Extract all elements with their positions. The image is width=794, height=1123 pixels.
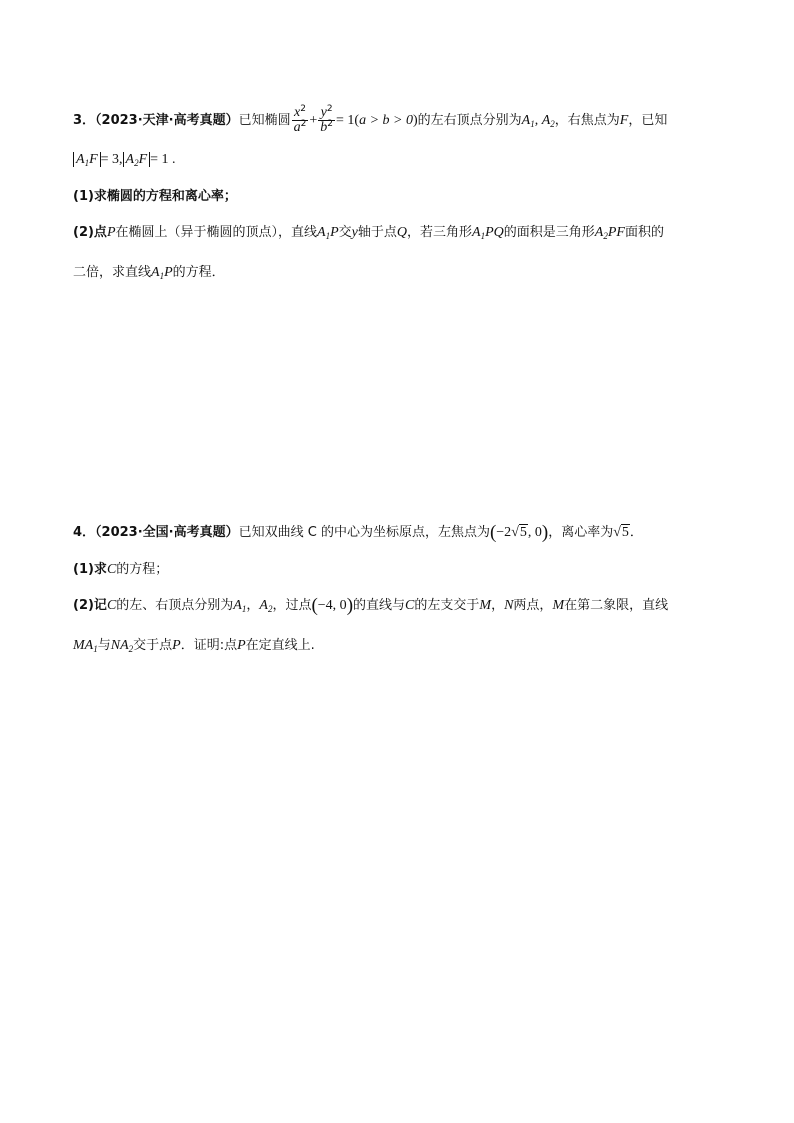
- q3-source: （2023·天津·高考真题）: [95, 113, 239, 128]
- q3-focus-text: ，右焦点为: [554, 113, 620, 128]
- q3-vertex-a1: $A_1$: [521, 113, 535, 129]
- q4-part2-line-2: $MA_1$与$NA_2$交于点P．证明:点P在定直线上.: [73, 638, 315, 654]
- q3-part2-line-2: 二倍，求直线$A_1P$的方程．: [73, 265, 225, 281]
- q3-focus: F: [619, 113, 629, 128]
- q3-eq-rhs: = 1(: [336, 113, 360, 128]
- q4-part1: (1)求C的方程；: [73, 562, 169, 577]
- q3-vertex-a2: $A_2$: [541, 113, 555, 129]
- q3-abs-a1f: $A_1F$: [73, 152, 101, 167]
- q3-number: 3．: [73, 113, 96, 128]
- q3-known: ，已知: [628, 113, 668, 128]
- q4-number: 4．: [73, 525, 96, 540]
- q3-line-2: $A_1F = 3$, $A_2F = 1$ .: [73, 150, 176, 170]
- q3-part2-line-1: (2)点P在椭圆上（异于椭圆的顶点），直线$A_1P$交y轴于点Q，若三角形$A_1PQ$的面积是三角形$A_2PF$面积的: [73, 225, 664, 241]
- q3-line-1: 3．（2023·天津·高考真题）已知椭圆 $\frac{x^2}{a^2}$ + $\frac{y^2}{b^2}$ = 1(a > b > 0)的左右顶点分别为$A_1$, $A_2$，右焦点为F，已知: [73, 104, 668, 135]
- q3-part1: (1)求椭圆的方程和离心率；: [73, 189, 237, 204]
- q3-intro: 已知椭圆: [238, 113, 291, 128]
- q3-eq-cond: a > b > 0: [359, 113, 413, 128]
- q3-frac-y: $\frac{y^2}{b^2}$: [320, 104, 333, 135]
- q4-part2-line-1: (2)记C的左、右顶点分别为$A_1$，$A_2$，过点(−4, 0)的直线与C的左支交于M，N两点，M在第二象限，直线: [73, 595, 669, 616]
- q3-abs-a2f: $A_2F$: [123, 152, 151, 167]
- q4-source: （2023·全国·高考真题）: [95, 525, 239, 540]
- q3-after-eq: 的左右顶点分别为: [417, 113, 522, 128]
- q4-line-1: 4．（2023·全国·高考真题）已知双曲线 C 的中心为坐标原点，左焦点为(−2√5, 0)，离心率为√5．: [73, 522, 643, 543]
- q4-intro: 已知双曲线 C 的中心为坐标原点，左焦点为: [238, 525, 490, 540]
- q3-frac-x: $\frac{x^2}{a^2}$: [293, 104, 307, 135]
